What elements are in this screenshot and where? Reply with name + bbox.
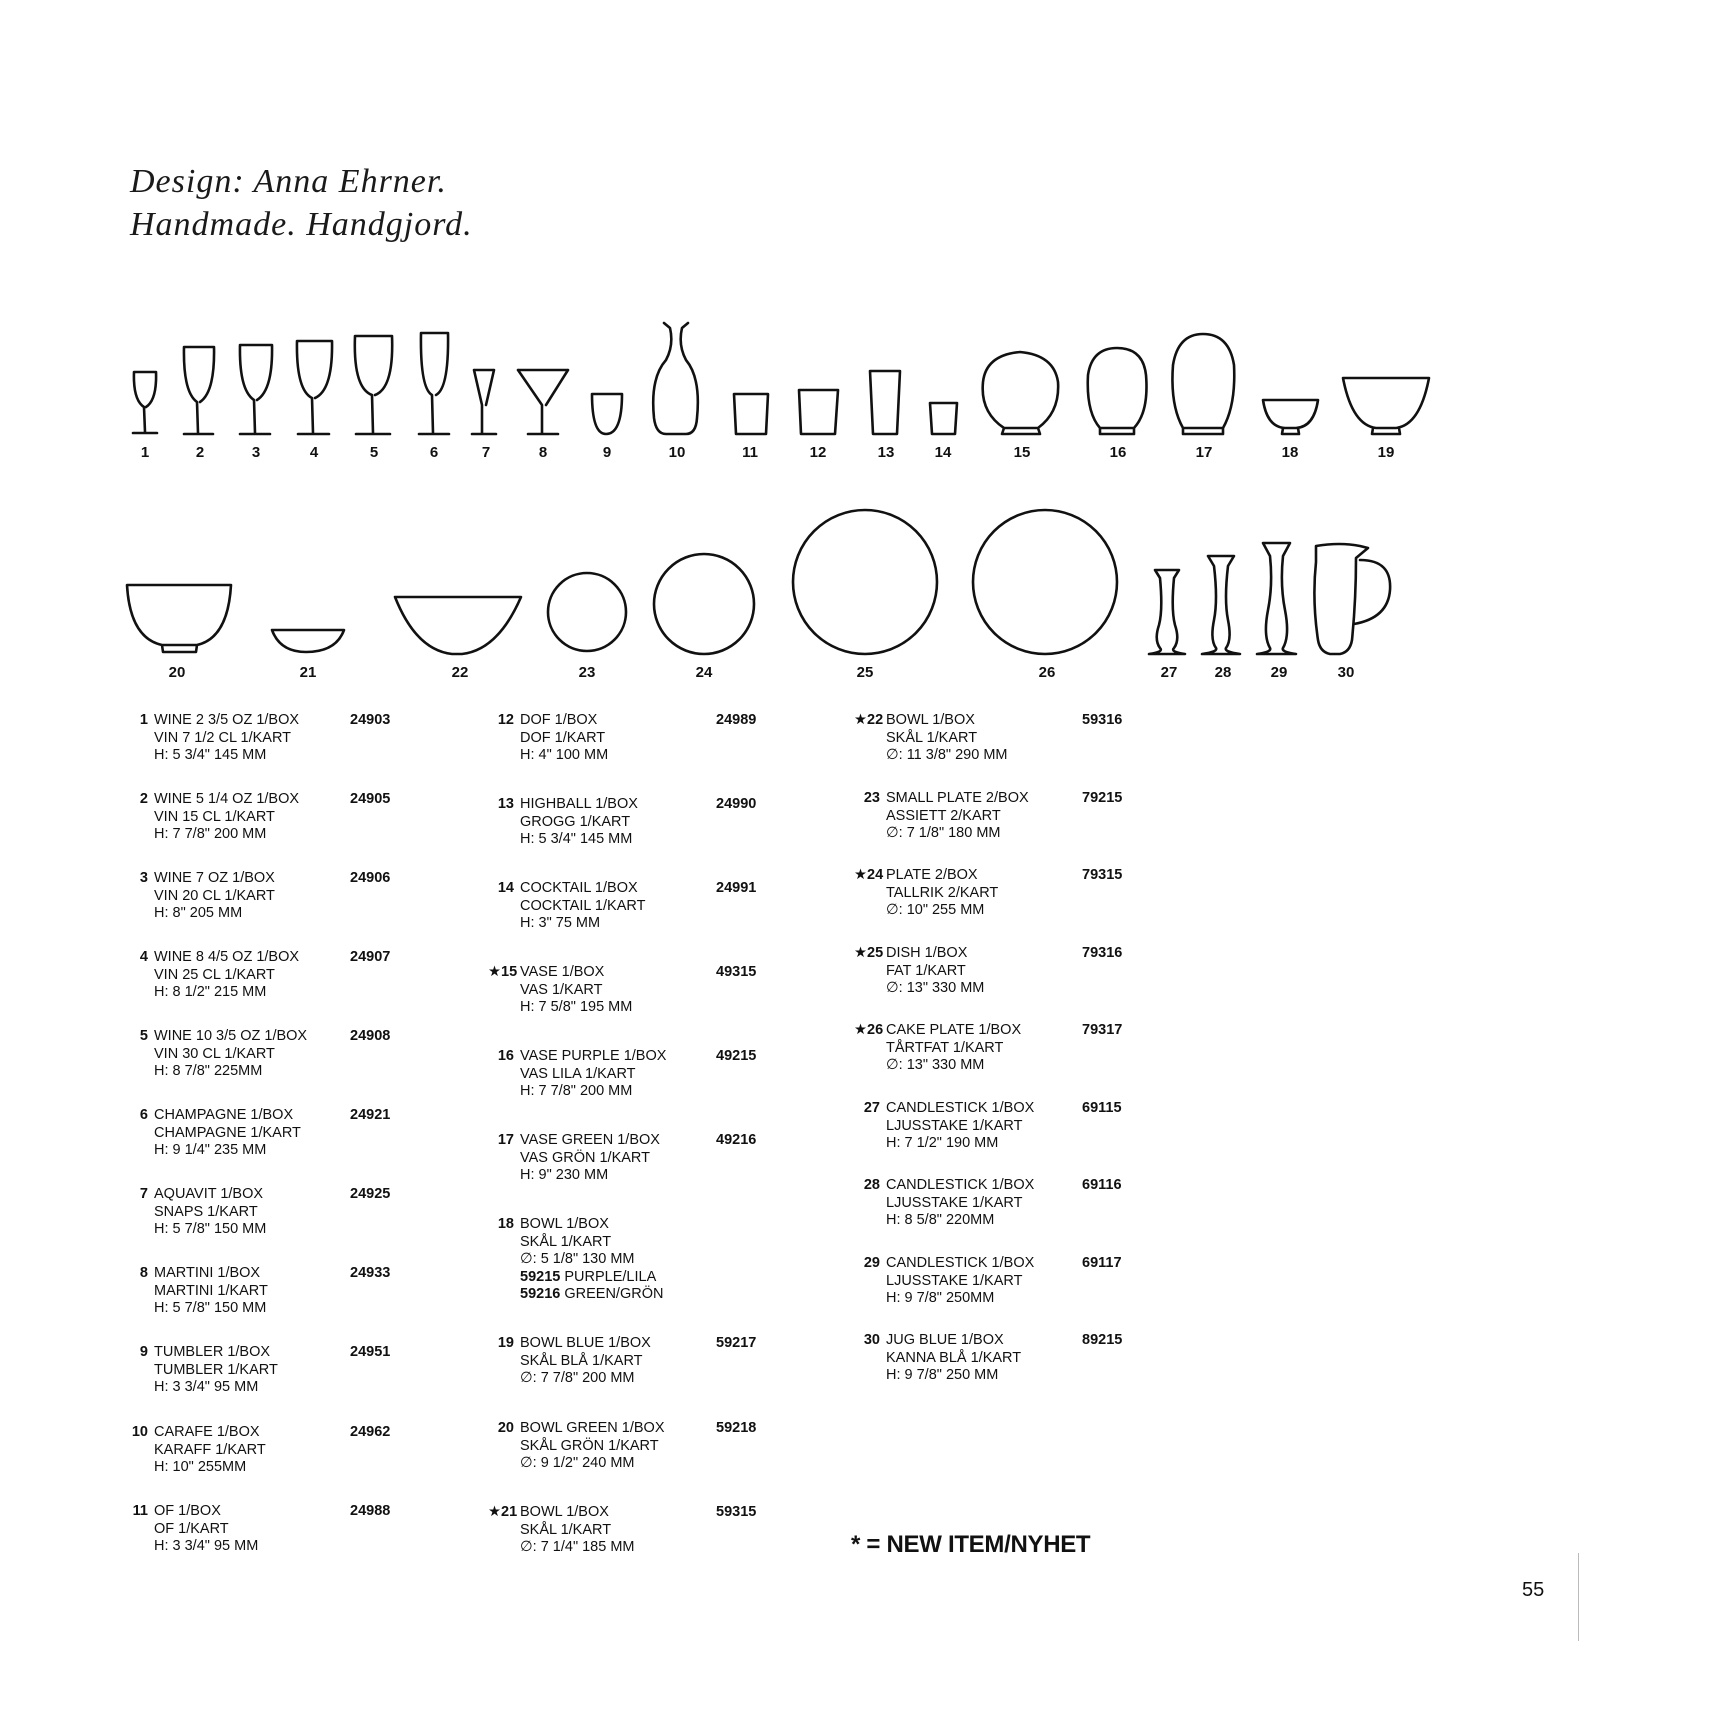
description-line: H: 7 7/8" 200 MM [520, 1083, 633, 1099]
description-line: WINE 8 4/5 OZ 1/BOX [154, 949, 300, 965]
drawing-17-vase-green-icon [1172, 334, 1234, 434]
figure-number-22: 22 [451, 664, 469, 681]
description-line: BOWL 1/BOX [520, 1216, 609, 1232]
description-line: BOWL 1/BOX [886, 712, 975, 728]
description-line: VIN 7 1/2 CL 1/KART [154, 729, 292, 746]
figure-number-24: 24 [695, 664, 713, 681]
article-number: 24907 [350, 949, 391, 965]
article-number: 49215 [716, 1048, 757, 1064]
description-line: H: 8 7/8" 225MM [154, 1063, 263, 1079]
variant-color: GREEN/GRÖN [560, 1286, 664, 1302]
description-line: H: 10" 255MM [154, 1459, 247, 1475]
item-description [154, 791, 299, 844]
description-line: CANDLESTICK 1/BOX [886, 1177, 1035, 1193]
description-line: AQUAVIT 1/BOX [154, 1186, 264, 1202]
item-number: 18 [497, 1216, 514, 1232]
description-line: KARAFF 1/KART [154, 1441, 266, 1458]
description-line: H: 9 7/8" 250 MM [886, 1367, 999, 1383]
figure-number-29: 29 [1270, 664, 1288, 681]
description-line: ∅: 13" 330 MM [886, 980, 985, 996]
item-description [886, 790, 1029, 843]
figure-number-3: 3 [251, 444, 261, 461]
description-line: BOWL GREEN 1/BOX [520, 1420, 665, 1436]
description-line: H: 5 3/4" 145 MM [520, 831, 633, 847]
item-number: 4 [139, 949, 148, 965]
description-line: VIN 25 CL 1/KART [154, 966, 275, 983]
description-line: GROGG 1/KART [520, 813, 631, 830]
article-number: 24990 [716, 796, 757, 812]
description-line: DOF 1/BOX [520, 712, 598, 728]
figure-number-17: 17 [1195, 444, 1213, 461]
item-description [154, 1344, 278, 1397]
drawing-15-vase-icon [983, 352, 1058, 434]
drawing-5-wine-icon [355, 336, 392, 434]
description-line: JUG BLUE 1/BOX [886, 1332, 1004, 1348]
margin-rule [1578, 1553, 1579, 1641]
description-line: VAS GRÖN 1/KART [520, 1149, 650, 1166]
description-line: VAS 1/KART [520, 981, 603, 998]
description-line: H: 9" 230 MM [520, 1167, 609, 1183]
item-number: 13 [497, 796, 514, 812]
item-number: ★22 [854, 712, 884, 728]
figure-number-27: 27 [1160, 664, 1178, 681]
item-number: ★26 [854, 1022, 884, 1038]
item-description [154, 1107, 301, 1160]
description-line: H: 8 5/8" 220MM [886, 1212, 995, 1228]
description-line: ∅: 5 1/8" 130 MM [520, 1251, 635, 1267]
article-number: 79317 [1082, 1022, 1123, 1038]
item-description [520, 1048, 666, 1101]
description-line: SMALL PLATE 2/BOX [886, 790, 1029, 806]
article-number: 89215 [1082, 1332, 1123, 1348]
description-line: ∅: 7 7/8" 200 MM [520, 1370, 635, 1386]
description-line: TUMBLER 1/BOX [154, 1344, 271, 1360]
description-line: OF 1/BOX [154, 1503, 221, 1519]
figure-number-16: 16 [1109, 444, 1127, 461]
item-number: 20 [497, 1420, 514, 1436]
drawing-2-wine-icon [184, 347, 214, 434]
drawing-9-tumbler-icon [592, 394, 622, 434]
item-description [520, 1216, 663, 1304]
item-number: 6 [139, 1107, 148, 1123]
figure-number-18: 18 [1281, 444, 1299, 461]
item-description [886, 945, 984, 998]
item-description [886, 712, 1007, 765]
description-line: ASSIETT 2/KART [886, 807, 1001, 824]
description-line: COCKTAIL 1/BOX [520, 880, 638, 896]
article-number: 59217 [716, 1335, 757, 1351]
description-line: H: 5 3/4" 145 MM [154, 747, 267, 763]
description-line: LJUSSTAKE 1/KART [886, 1117, 1023, 1134]
figure-number-7: 7 [481, 444, 491, 461]
figure-number-9: 9 [602, 444, 612, 461]
article-number: 69116 [1082, 1177, 1122, 1193]
description-line: ∅: 7 1/8" 180 MM [886, 825, 1001, 841]
item-number: 14 [497, 880, 514, 896]
item-number: 5 [139, 1028, 148, 1044]
article-number: 24906 [350, 870, 391, 886]
item-description [154, 949, 299, 1002]
variant-color: PURPLE/LILA [560, 1268, 657, 1285]
item-description [886, 1100, 1034, 1153]
description-line: H: 8" 205 MM [154, 905, 243, 921]
drawing-18-bowl-icon [1263, 400, 1318, 434]
item-number: 23 [863, 790, 880, 806]
item-number: 2 [139, 791, 148, 807]
description-line: WINE 10 3/5 OZ 1/BOX [154, 1028, 308, 1044]
item-description [520, 712, 608, 765]
figure-number-12: 12 [809, 444, 827, 461]
drawing-6-champagne-icon [419, 333, 449, 434]
description-line: VASE 1/BOX [520, 964, 605, 980]
figure-number-19: 19 [1377, 444, 1395, 461]
description-line: H: 7 7/8" 200 MM [154, 826, 267, 842]
drawing-12-dof-glass-icon [799, 390, 838, 434]
figure-number-23: 23 [578, 664, 596, 681]
drawing-25-dish-icon [793, 510, 937, 654]
description-line: MARTINI 1/KART [154, 1282, 268, 1299]
figure-number-11: 11 [742, 444, 758, 461]
article-number: 79316 [1082, 945, 1123, 961]
description-line: KANNA BLÅ 1/KART [886, 1349, 1022, 1366]
figure-number-30: 30 [1337, 664, 1355, 681]
description-line: VASE GREEN 1/BOX [520, 1132, 660, 1148]
variant-line [520, 1286, 663, 1304]
drawing-27-candlestick-icon [1149, 570, 1185, 654]
drawing-7-aquavit-icon [472, 370, 496, 434]
drawing-26-cake-plate-icon [973, 510, 1117, 654]
item-description [520, 1504, 635, 1557]
article-number: 24903 [350, 712, 391, 728]
drawing-3-wine-icon [240, 345, 272, 434]
description-line: SNAPS 1/KART [154, 1203, 258, 1220]
drawing-16-vase-purple-icon [1088, 348, 1147, 434]
drawing-30-jug-icon [1314, 544, 1390, 654]
description-line: CANDLESTICK 1/BOX [886, 1255, 1035, 1271]
description-line: H: 9 1/4" 235 MM [154, 1142, 267, 1158]
article-number: 24925 [350, 1186, 391, 1202]
drawing-1-wine-icon [133, 372, 157, 433]
product-line-drawings [0, 0, 1733, 700]
figure-number-21: 21 [299, 664, 317, 681]
article-number: 24921 [350, 1107, 391, 1123]
article-number: 24988 [350, 1503, 391, 1519]
article-number: 79315 [1082, 867, 1123, 883]
description-line: BOWL 1/BOX [520, 1504, 609, 1520]
item-description [520, 880, 645, 933]
item-description [886, 1332, 1021, 1385]
description-line: VIN 20 CL 1/KART [154, 887, 275, 904]
description-line: TUMBLER 1/KART [154, 1361, 278, 1378]
item-number: 8 [139, 1265, 148, 1281]
drawing-22-bowl-large-icon [395, 597, 521, 654]
item-description [886, 1255, 1034, 1308]
article-number: 24908 [350, 1028, 391, 1044]
description-line: VIN 15 CL 1/KART [154, 808, 275, 825]
description-line: VIN 30 CL 1/KART [154, 1045, 275, 1062]
item-description [154, 1265, 268, 1318]
figure-number-25: 25 [856, 664, 874, 681]
figure-number-2: 2 [195, 444, 205, 461]
drawing-29-candlestick-icon [1257, 543, 1296, 654]
article-number: 49315 [716, 964, 757, 980]
description-line: CARAFE 1/BOX [154, 1424, 260, 1440]
description-line: H: 4" 100 MM [520, 747, 609, 763]
article-number: 69117 [1082, 1255, 1122, 1271]
item-description [520, 964, 632, 1017]
item-description [886, 1177, 1034, 1230]
item-number: 29 [863, 1255, 880, 1271]
drawing-28-candlestick-icon [1202, 556, 1240, 654]
figure-number-8: 8 [538, 444, 548, 461]
description-line: H: 7 5/8" 195 MM [520, 999, 633, 1015]
figure-number-14: 14 [934, 444, 952, 461]
description-line: ∅: 13" 330 MM [886, 1057, 985, 1073]
item-number: 3 [139, 870, 148, 886]
description-line: H: 3 3/4" 95 MM [154, 1379, 259, 1395]
drawing-21-bowl-icon [272, 630, 344, 652]
description-line: CANDLESTICK 1/BOX [886, 1100, 1035, 1116]
description-line: MARTINI 1/BOX [154, 1265, 261, 1281]
item-number: 19 [497, 1335, 514, 1351]
variant-article-number: 59216 [520, 1286, 561, 1302]
item-number: ★15 [488, 964, 518, 980]
drawing-24-plate-icon [654, 554, 754, 654]
item-number: 10 [131, 1424, 148, 1440]
item-description [154, 1186, 266, 1239]
drawing-14-cocktail-glass-icon [930, 403, 957, 434]
description-line: SKÅL GRÖN 1/KART [520, 1437, 659, 1454]
description-line: OF 1/KART [154, 1520, 229, 1537]
article-number: 24951 [350, 1344, 391, 1360]
figure-number-6: 6 [429, 444, 439, 461]
item-number: 28 [863, 1177, 880, 1193]
drawing-10-carafe-icon [653, 323, 698, 434]
item-number: 9 [139, 1344, 148, 1360]
drawing-11-of-glass-icon [734, 394, 768, 434]
item-description [520, 1420, 665, 1473]
description-line: COCKTAIL 1/KART [520, 897, 646, 914]
new-item-legend: * = NEW ITEM/NYHET [851, 1531, 1091, 1558]
figure-number-10: 10 [668, 444, 686, 461]
figure-number-20: 20 [168, 664, 186, 681]
drawing-23-small-plate-icon [548, 573, 626, 651]
figure-number-5: 5 [369, 444, 379, 461]
article-number: 59218 [716, 1420, 757, 1436]
description-line: ∅: 10" 255 MM [886, 902, 985, 918]
variant-line [520, 1269, 663, 1287]
description-line: ∅: 7 1/4" 185 MM [520, 1539, 635, 1555]
description-line: CHAMPAGNE 1/BOX [154, 1107, 294, 1123]
description-line: VAS LILA 1/KART [520, 1065, 636, 1082]
description-line: H: 5 7/8" 150 MM [154, 1221, 267, 1237]
description-line: WINE 5 1/4 OZ 1/BOX [154, 791, 300, 807]
figure-number-4: 4 [309, 444, 319, 461]
item-number: 17 [497, 1132, 514, 1148]
description-line: DOF 1/KART [520, 729, 606, 746]
item-number: ★25 [854, 945, 884, 961]
description-line: PLATE 2/BOX [886, 867, 978, 883]
description-line: ∅: 9 1/2" 240 MM [520, 1455, 635, 1471]
item-description [154, 712, 299, 765]
description-line: SKÅL BLÅ 1/KART [520, 1352, 643, 1369]
item-description [520, 1132, 660, 1185]
page-number: 55 [1522, 1579, 1545, 1601]
item-number: 27 [863, 1100, 880, 1116]
figure-number-13: 13 [877, 444, 895, 461]
drawing-8-martini-icon [518, 370, 568, 434]
figure-number-26: 26 [1038, 664, 1056, 681]
article-number: 24989 [716, 712, 757, 728]
description-line: WINE 2 3/5 OZ 1/BOX [154, 712, 300, 728]
article-number: 69115 [1082, 1100, 1122, 1116]
description-line: H: 9 7/8" 250MM [886, 1290, 995, 1306]
article-number: 49216 [716, 1132, 757, 1148]
description-line: ∅: 11 3/8" 290 MM [886, 747, 1008, 763]
item-number: 1 [139, 712, 148, 728]
drawing-4-wine-icon [297, 341, 332, 434]
description-line: VASE PURPLE 1/BOX [520, 1048, 667, 1064]
item-number: ★21 [488, 1504, 518, 1520]
handmade-line: Handmade. Handgjord. [130, 206, 473, 243]
item-description [886, 867, 998, 920]
item-description [520, 796, 638, 849]
item-number: ★24 [854, 867, 884, 883]
drawing-19-bowl-blue-icon [1343, 378, 1429, 434]
item-description [154, 870, 275, 923]
description-line: LJUSSTAKE 1/KART [886, 1272, 1023, 1289]
description-line: SKÅL 1/KART [520, 1521, 612, 1538]
figure-number-28: 28 [1214, 664, 1232, 681]
designer-line: Design: Anna Ehrner. [130, 163, 447, 200]
description-line: SKÅL 1/KART [886, 729, 978, 746]
description-line: TALLRIK 2/KART [886, 884, 999, 901]
article-number: 59316 [1082, 712, 1123, 728]
item-number: 11 [132, 1503, 148, 1519]
article-number: 24962 [350, 1424, 391, 1440]
variant-article-number: 59215 [520, 1268, 561, 1285]
article-number: 24991 [716, 880, 757, 896]
description-line: FAT 1/KART [886, 962, 966, 979]
description-line: H: 8 1/2" 215 MM [154, 984, 267, 1000]
description-line: HIGHBALL 1/BOX [520, 796, 638, 812]
description-line: H: 5 7/8" 150 MM [154, 1300, 267, 1316]
description-line: CHAMPAGNE 1/KART [154, 1124, 301, 1141]
description-line: TÅRTFAT 1/KART [886, 1039, 1004, 1056]
description-line: LJUSSTAKE 1/KART [886, 1194, 1023, 1211]
description-line: CAKE PLATE 1/BOX [886, 1022, 1022, 1038]
description-line: BOWL BLUE 1/BOX [520, 1335, 651, 1351]
item-description [154, 1028, 307, 1081]
article-number: 24905 [350, 791, 391, 807]
description-line: DISH 1/BOX [886, 945, 968, 961]
item-number: 16 [497, 1048, 514, 1064]
item-number: 12 [497, 712, 514, 728]
item-description [520, 1335, 651, 1388]
article-number: 79215 [1082, 790, 1123, 806]
item-description [154, 1424, 266, 1477]
drawing-20-bowl-green-icon [127, 585, 231, 652]
description-line: SKÅL 1/KART [520, 1233, 612, 1250]
description-line: H: 3 3/4" 95 MM [154, 1538, 259, 1554]
item-description [154, 1503, 258, 1556]
description-line: H: 7 1/2" 190 MM [886, 1135, 999, 1151]
description-line: H: 3" 75 MM [520, 915, 601, 931]
figure-number-15: 15 [1013, 444, 1031, 461]
article-number: 59315 [716, 1504, 757, 1520]
article-number: 24933 [350, 1265, 391, 1281]
item-description [886, 1022, 1021, 1075]
figure-number-1: 1 [140, 444, 150, 461]
description-line: WINE 7 OZ 1/BOX [154, 870, 275, 886]
item-number: 7 [139, 1186, 148, 1202]
item-number: 30 [863, 1332, 880, 1348]
drawing-13-highball-icon [870, 371, 900, 434]
